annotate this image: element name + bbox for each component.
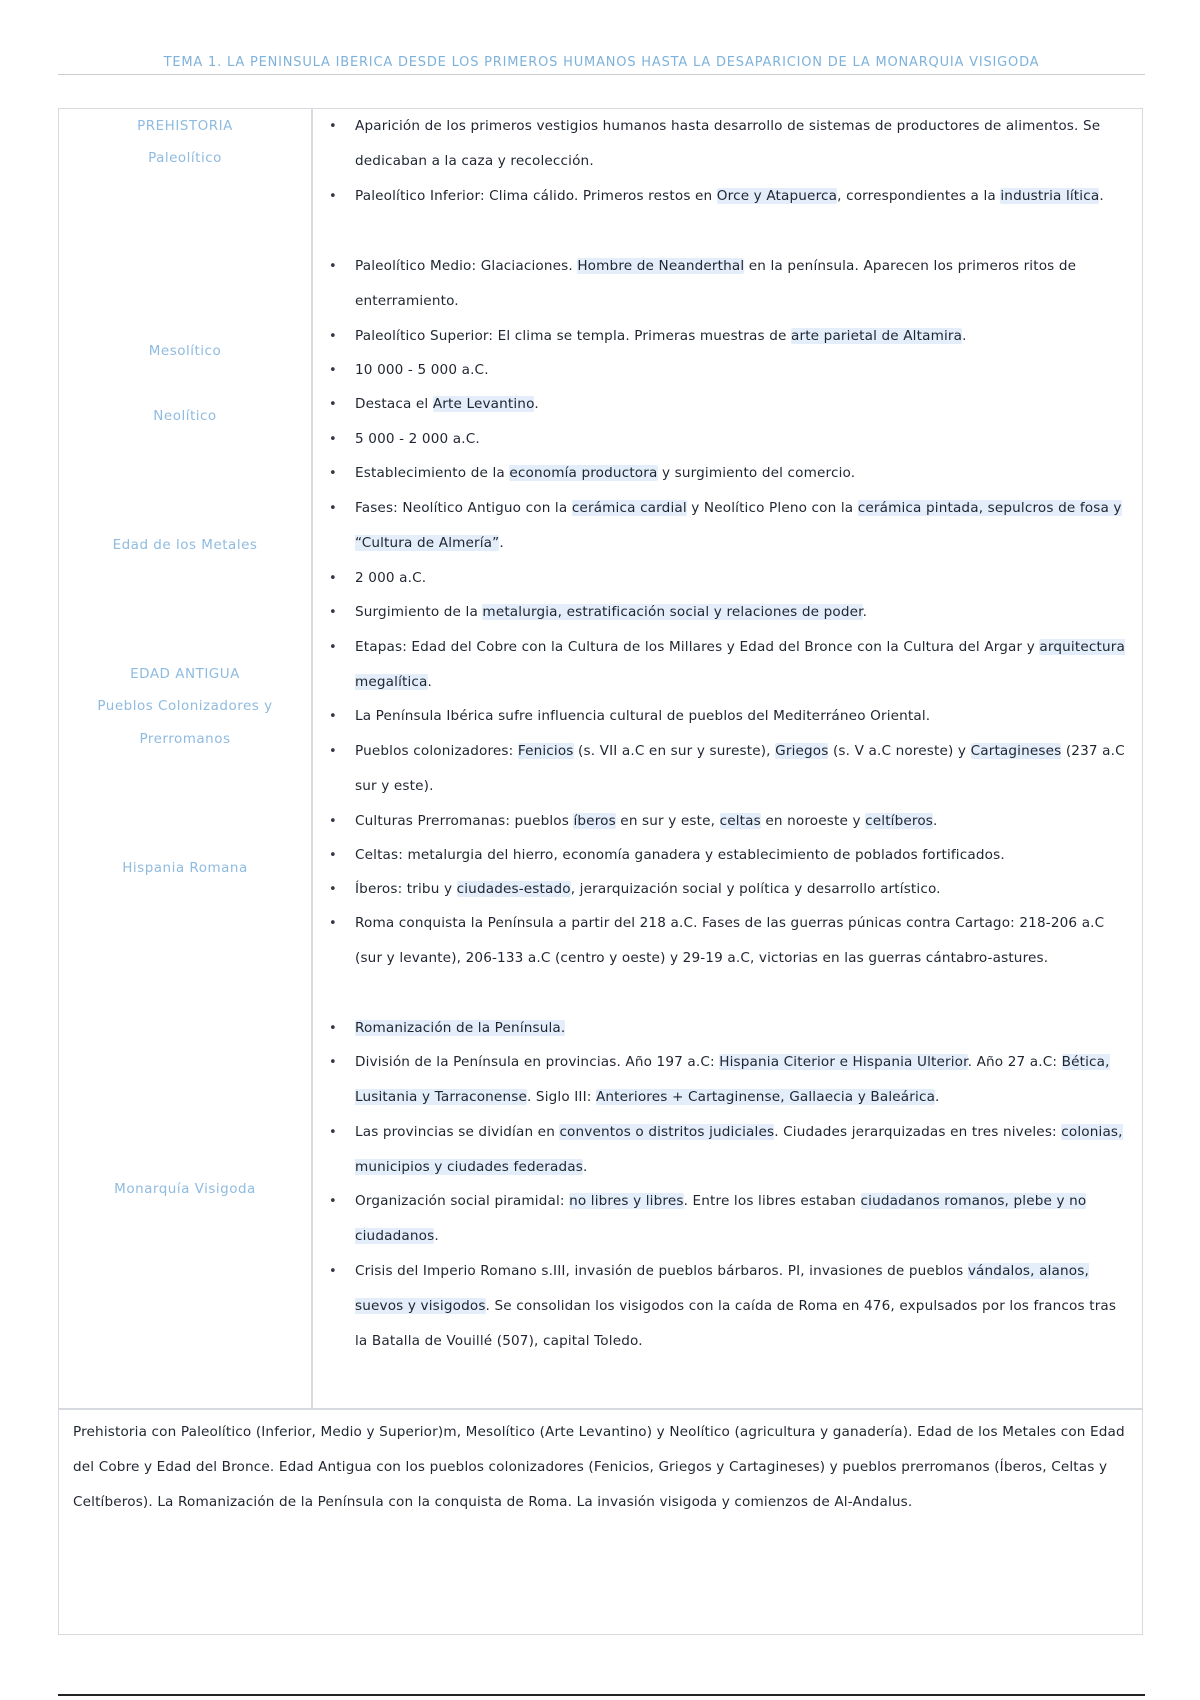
bullet-icon: •	[329, 501, 337, 516]
cue-paleolitico: Paleolítico	[148, 150, 222, 166]
note-text: 2 000 a.C.	[355, 570, 427, 586]
summary-text: Prehistoria con Paleolítico (Inferior, Medio y Superior)m, Mesolítico (Arte Levantino) y Neolítico (agricultura y ganadería). Edad de los Metales con Edad del Cobre y Edad del Bronce. Edad Antigua con los pueblos colonizadores (Fenicios, Griegos y Cartagineses) y pueblos prerromanos (Íberos, Celtas y Celtíberos). La Romanización de la Península con la conquista de Roma. La invasión visigoda y comienzos de Al-Andalus.	[73, 1424, 1125, 1510]
page-header: TEMA 1. LA PENÍNSULA IBÉRICA DESDE LOS PRIMEROS HUMANOS HASTA LA DESAPARICIÓN DE LA MONARQUÍA VISIGODA	[58, 55, 1145, 75]
bullet-icon: •	[329, 432, 337, 447]
highlighted-term: conventos o distritos judiciales	[559, 1124, 775, 1140]
cue-edad-metales: Edad de los Metales	[112, 537, 258, 553]
bullet-icon: •	[329, 744, 337, 759]
list-item	[321, 838, 1129, 873]
note-text: (s. VII a.C en sur y sureste),	[573, 743, 776, 759]
list-item	[321, 699, 1129, 734]
bullet-icon: •	[329, 848, 337, 863]
note-text: Celtas: metalurgia del hierro, economía ganadera y establecimiento de poblados fortificados.	[355, 847, 1005, 863]
list-item	[321, 595, 1129, 630]
note-text: Destaca el	[355, 396, 433, 412]
bullet-icon: •	[329, 189, 337, 204]
cue-edad-antigua: EDAD ANTIGUA	[130, 666, 240, 682]
list-item	[321, 1011, 1129, 1046]
highlighted-term: cerámica pintada, sepulcros de fosa y “Cultura de Almería”	[355, 500, 1122, 551]
note-text: .	[1099, 188, 1104, 204]
cue-hispania-romana: Hispania Romana	[122, 860, 248, 876]
note-text: . Entre los libres estaban	[683, 1193, 861, 1209]
note-text: .	[862, 604, 868, 620]
list-item	[321, 734, 1129, 804]
list-item	[321, 249, 1129, 319]
note-text: . Se consolidan los visigodos con la caída de Roma en 476, expulsados por los francos tras la Batalla de Vouillé (507), capital Toledo.	[355, 1298, 1117, 1349]
note-text: Pueblos colonizadores:	[355, 743, 518, 759]
highlighted-term: metalurgia, estratificación social y relaciones de poder	[482, 604, 863, 620]
note-text: . Ciudades jerarquizadas en tres niveles:	[774, 1124, 1062, 1140]
note-text: Fases: Neolítico Antiguo con la	[355, 500, 572, 516]
note-text: .	[499, 535, 504, 551]
bullet-icon: •	[329, 640, 337, 655]
footer-rule	[58, 1694, 1145, 1696]
cue-neolitico: Neolítico	[153, 408, 217, 424]
note-text: (237 a.C sur y este).	[355, 743, 1125, 794]
note-text: Culturas Prerromanas: pueblos	[355, 813, 574, 829]
note-text: Crisis del Imperio Romano s.III, invasión de pueblos bárbaros. PI, invasiones de pueblos	[355, 1263, 968, 1279]
note-text: Surgimiento de la	[355, 604, 483, 620]
highlighted-term: celtíberos	[865, 813, 934, 829]
note-text: .	[534, 396, 539, 412]
cue-monarquia-visigoda: Monarquía Visigoda	[114, 1181, 256, 1197]
bullet-icon: •	[329, 119, 337, 134]
bullet-icon: •	[329, 571, 337, 586]
cue-prerromanos: Prerromanos	[139, 731, 231, 747]
highlighted-term: no libres y libres	[569, 1193, 684, 1209]
note-text: Paleolítico Superior: El clima se templa. Primeras muestras de	[355, 328, 791, 344]
highlighted-term: Arte Levantino	[432, 396, 535, 412]
note-text: 10 000 - 5 000 a.C.	[355, 362, 489, 378]
highlighted-term: celtas	[719, 813, 761, 829]
bullet-icon: •	[329, 363, 337, 378]
list-item	[321, 561, 1129, 596]
summary-divider	[59, 1408, 1142, 1410]
note-text: La Península Ibérica sufre influencia cultural de pueblos del Mediterráneo Oriental.	[355, 708, 931, 724]
list-item	[321, 387, 1129, 422]
highlighted-term: Hispania Citerior e Hispania Ulterior	[719, 1054, 968, 1070]
highlighted-term: industria lítica	[1000, 188, 1100, 204]
note-text: .	[434, 1228, 439, 1244]
bullet-icon: •	[329, 709, 337, 724]
list-item	[321, 630, 1129, 700]
highlighted-term: cerámica cardial	[571, 500, 687, 516]
note-text: Aparición de los primeros vestigios humanos hasta desarrollo de sistemas de productores de alimentos. Se dedicaban a la caza y recolección.	[355, 118, 1101, 169]
note-text: y surgimiento del comercio.	[657, 465, 856, 481]
list-item	[321, 1045, 1129, 1115]
highlighted-term: economía productora	[509, 465, 658, 481]
note-text: en la península. Aparecen los primeros ritos de enterramiento.	[355, 258, 1077, 309]
note-text: . Siglo III:	[526, 1089, 596, 1105]
bullet-icon: •	[329, 605, 337, 620]
highlighted-term: Hombre de Neanderthal	[577, 258, 745, 274]
bullet-icon: •	[329, 259, 337, 274]
note-text: Paleolítico Medio: Glaciaciones.	[355, 258, 578, 274]
highlighted-term: arquitectura megalítica	[355, 639, 1125, 690]
note-text: Íberos: tribu y	[355, 881, 457, 897]
column-divider	[311, 109, 313, 1409]
highlighted-term: Bética, Lusitania y Tarraconense	[355, 1054, 1110, 1105]
cue-prehistoria: PREHISTORIA	[137, 118, 233, 134]
list-item	[321, 353, 1129, 388]
note-text: División de la Península en provincias. Año 197 a.C:	[355, 1054, 720, 1070]
highlighted-term: Anteriores + Cartaginense, Gallaecia y Baleárica	[595, 1089, 936, 1105]
highlighted-term: vándalos, alanos, suevos y visigodos	[355, 1263, 1089, 1314]
highlighted-term: arte parietal de Altamira	[790, 328, 963, 344]
bullet-icon: •	[329, 1194, 337, 1209]
note-text: Etapas: Edad del Cobre con la Cultura de los Millares y Edad del Bronce con la Cultura del Argar y	[355, 639, 1040, 655]
note-text: (s. V a.C noreste) y	[828, 743, 971, 759]
highlighted-term: Romanización de la Península.	[355, 1020, 566, 1036]
note-text: Establecimiento de la	[355, 465, 510, 481]
note-text: Roma conquista la Península a partir del 218 a.C. Fases de las guerras púnicas contra Cartago: 218-206 a.C (sur y levante), 206-133 a.C (centro y oeste) y 29-19 a.C, victorias en las guerras cántabro-astures.	[355, 915, 1105, 966]
highlighted-term: ciudades-estado	[456, 881, 571, 897]
note-text: .	[933, 813, 938, 829]
list-item	[321, 456, 1129, 491]
bullet-icon: •	[329, 1021, 337, 1036]
note-text: Las provincias se dividían en	[355, 1124, 560, 1140]
note-text: , jerarquización social y política y desarrollo artístico.	[570, 881, 941, 897]
note-text: en noroeste y	[760, 813, 866, 829]
note-text: .	[427, 674, 433, 690]
cornell-notes-sheet	[58, 108, 1143, 1635]
list-item	[321, 319, 1129, 354]
highlighted-term: Fenicios	[517, 743, 574, 759]
list-item	[321, 804, 1129, 839]
list-item	[321, 872, 1129, 907]
list-item	[321, 1115, 1129, 1185]
note-text: en sur y este,	[615, 813, 720, 829]
list-item	[321, 1254, 1129, 1359]
cue-pueblos-colonizadores: Pueblos Colonizadores y	[97, 698, 273, 714]
bullet-icon: •	[329, 1125, 337, 1140]
highlighted-term: Orce y Atapuerca	[716, 188, 838, 204]
note-text: .	[582, 1159, 588, 1175]
bullet-icon: •	[329, 1055, 337, 1070]
list-item	[321, 906, 1129, 976]
highlighted-term: ciudadanos romanos, plebe y no ciudadanos	[355, 1193, 1087, 1244]
bullet-icon: •	[329, 397, 337, 412]
note-text: y Neolítico Pleno con la	[686, 500, 858, 516]
bullet-icon: •	[329, 882, 337, 897]
highlighted-term: íberos	[573, 813, 616, 829]
list-item	[321, 1184, 1129, 1254]
highlighted-term: Griegos	[775, 743, 829, 759]
list-item	[321, 422, 1129, 457]
note-text: 5 000 - 2 000 a.C.	[355, 431, 480, 447]
note-text: , correspondientes a la	[837, 188, 1001, 204]
bullet-icon: •	[329, 329, 337, 344]
bullet-icon: •	[329, 1264, 337, 1279]
list-item	[321, 179, 1129, 214]
highlighted-term: colonias, municipios y ciudades federadas	[355, 1124, 1123, 1175]
cue-mesolitico: Mesolítico	[148, 343, 222, 359]
bullet-icon: •	[329, 466, 337, 481]
highlighted-term: Cartagineses	[970, 743, 1062, 759]
bullet-icon: •	[329, 916, 337, 931]
list-item	[321, 491, 1129, 561]
note-text: .	[962, 328, 967, 344]
note-text: . Año 27 a.C:	[967, 1054, 1062, 1070]
list-item	[321, 109, 1129, 179]
note-text: Organización social piramidal:	[355, 1193, 570, 1209]
note-text: .	[935, 1089, 940, 1105]
bullet-icon: •	[329, 814, 337, 829]
note-text: Paleolítico Inferior: Clima cálido. Primeros restos en	[355, 188, 717, 204]
